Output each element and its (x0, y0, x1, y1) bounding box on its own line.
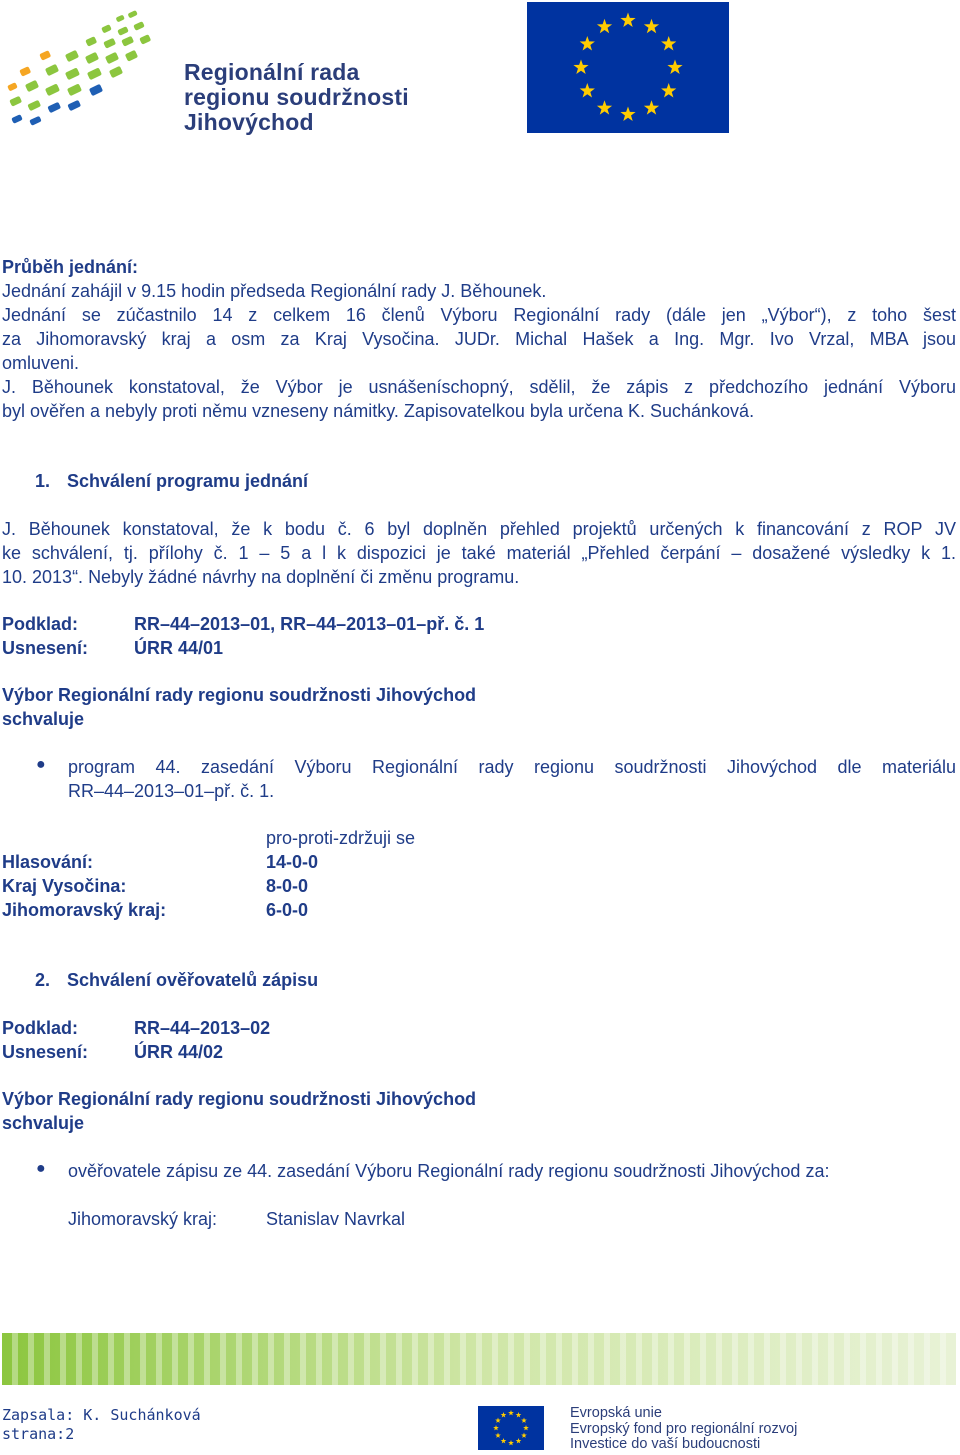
eu-star-icon (501, 1412, 507, 1417)
footer-zapsala: Zapsala: K. Suchánková (2, 1406, 201, 1424)
eu-star-icon (620, 107, 635, 121)
vote-label: Kraj Vysočina: (2, 876, 127, 896)
eu-star-icon (580, 83, 595, 97)
band-stripe (236, 1333, 242, 1385)
section1-text-line1: J. Běhounek konstatoval, že k bodu č. 6 byl doplněn přehled projektů určených k financování z ROP JV (2, 519, 956, 539)
section2-region-label: Jihomoravský kraj: (68, 1209, 218, 1229)
band-stripe (700, 1333, 706, 1385)
eu-star-icon (573, 60, 588, 74)
band-stripe (108, 1333, 114, 1385)
band-stripe (44, 1333, 50, 1385)
intro-para1-line1: Jednání se zúčastnilo 14 z celkem 16 členů Výboru Regionální rady (dále jen „Výbor“), z toho šest (2, 305, 956, 325)
band-stripe (220, 1333, 226, 1385)
band-stripe (764, 1333, 770, 1385)
intro-para1-line3: omluveni. (2, 353, 80, 373)
eu-star-icon (521, 1418, 527, 1423)
bullet-icon: ● (36, 756, 46, 773)
band-stripe (348, 1333, 354, 1385)
intro-para2-line1: J. Běhounek konstatoval, že Výbor je usnášeníschopný, sdělil, že zápis z předchozího jednání Výboru (2, 377, 956, 397)
vote-header: pro-proti-zdržuji se (266, 828, 416, 848)
section1-bullet-line2: RR–44–2013–01–př. č. 1. (68, 781, 275, 801)
band-stripe (12, 1333, 18, 1385)
intro-para2-line2: byl ověřen a nebyly proti němu vzneseny námitky. Zapisovatelkou byla určena K. Suchánková. (2, 401, 755, 421)
section1-podklad-value: RR–44–2013–01, RR–44–2013–01–př. č. 1 (134, 614, 485, 634)
band-stripe (444, 1333, 450, 1385)
band-stripe (732, 1333, 738, 1385)
section1-bullet-line1: program 44. zasedání Výboru Regionální rady regionu soudržnosti Jihovýchod dle materiálu (68, 757, 956, 777)
intro-heading: Průběh jednání: (2, 257, 139, 277)
band-stripe (476, 1333, 482, 1385)
section2-usneseni-value: ÚRR 44/02 (134, 1042, 224, 1062)
band-stripe (780, 1333, 786, 1385)
band-stripe (396, 1333, 402, 1385)
eu-star-icon (501, 1438, 507, 1443)
band-stripe (588, 1333, 594, 1385)
band-stripe (188, 1333, 194, 1385)
intro-para1-line2: za Jihomoravský kraj a osm za Kraj Vysočina. JUDr. Michal Hašek a Ing. Mgr. Ivo Vrzal, MBA jsou (2, 329, 956, 349)
eu-star-icon (495, 1433, 501, 1438)
footer-eu-stars-icon (478, 1406, 544, 1450)
band-stripe (412, 1333, 418, 1385)
footer-author (2, 1406, 201, 1444)
section2-podklad-value: RR–44–2013–02 (134, 1018, 271, 1038)
section1-usneseni-label: Usnesení: (2, 638, 89, 658)
band-stripe (620, 1333, 626, 1385)
logo-wordmark (184, 60, 409, 135)
band-stripe (748, 1333, 754, 1385)
vote-value: 14-0-0 (266, 852, 319, 872)
band-stripe (908, 1333, 914, 1385)
eu-star-icon (661, 83, 676, 97)
band-stripe (572, 1333, 578, 1385)
intro-line: Jednání zahájil v 9.15 hodin předseda Regionální rady J. Běhounek. (2, 281, 547, 301)
band-stripe (492, 1333, 498, 1385)
eu-star-icon (516, 1412, 522, 1417)
eu-star-icon (523, 1425, 529, 1430)
eu-star-icon (661, 36, 676, 50)
band-stripe (684, 1333, 690, 1385)
eu-star-icon (644, 100, 659, 114)
band-stripe (860, 1333, 866, 1385)
section1-text-line2: ke schválení, tj. přílohy č. 1 – 5 a l k dispozici je také materiál „Přehled čerpání – dosažené výsledky k 1. (2, 543, 956, 563)
band-stripe (92, 1333, 98, 1385)
section2-title: Schválení ověřovatelů zápisu (67, 970, 319, 990)
section2-usneseni-label: Usnesení: (2, 1042, 89, 1062)
band-stripe (460, 1333, 466, 1385)
footer-eu-flag-icon (478, 1406, 544, 1450)
eu-star-icon (495, 1418, 501, 1423)
footer-band-icon (2, 1333, 956, 1385)
band-stripe (508, 1333, 514, 1385)
section2-verb: schvaluje (2, 1113, 85, 1133)
band-stripe (204, 1333, 210, 1385)
logo-line-2: regionu soudržnosti (184, 84, 409, 110)
band-stripe (668, 1333, 674, 1385)
vote-value: 6-0-0 (266, 900, 309, 920)
band-stripe (284, 1333, 290, 1385)
eu-star-icon (667, 60, 682, 74)
eu-flag-icon (527, 2, 729, 133)
band-stripe (76, 1333, 82, 1385)
band-stripe (124, 1333, 130, 1385)
section2-committee: Výbor Regionální rady regionu soudržnosti Jihovýchod (2, 1089, 477, 1109)
band-stripe (524, 1333, 530, 1385)
band-stripe (876, 1333, 882, 1385)
eu-star-icon (508, 1410, 514, 1415)
section1-text-line3: 10. 2013“. Nebyly žádné návrhy na doplnění či změnu programu. (2, 567, 520, 587)
band-stripe (332, 1333, 338, 1385)
logo-line-1: Regionální rada (184, 59, 360, 85)
band-stripe (652, 1333, 658, 1385)
section2-bullet: ověřovatele zápisu ze 44. zasedání Výboru Regionální rady regionu soudržnosti Jihovýchod za: (68, 1161, 830, 1181)
footer-page-number: strana:2 (2, 1425, 75, 1443)
eu-star-icon (521, 1433, 527, 1438)
band-stripe (364, 1333, 370, 1385)
logo-swoosh-icon (6, 8, 186, 138)
eu-star-icon (597, 19, 612, 33)
band-stripe (300, 1333, 306, 1385)
section1-usneseni-value: ÚRR 44/01 (134, 638, 224, 658)
eu-star-icon (493, 1425, 499, 1430)
eu-star-icon (580, 36, 595, 50)
band-stripe (556, 1333, 562, 1385)
band-stripe (796, 1333, 802, 1385)
vote-value: 8-0-0 (266, 876, 309, 896)
band-stripe (316, 1333, 322, 1385)
band-stripe (268, 1333, 274, 1385)
band-stripe (60, 1333, 66, 1385)
footer-eu-line-3: Investice do vaší budoucnosti (570, 1436, 761, 1452)
band-stripe (716, 1333, 722, 1385)
band-stripe (156, 1333, 162, 1385)
band-stripe (28, 1333, 34, 1385)
eu-star-icon (508, 1440, 514, 1445)
eu-star-icon (516, 1438, 522, 1443)
vote-label: Hlasování: (2, 852, 94, 872)
band-stripe (252, 1333, 258, 1385)
eu-stars-icon (527, 2, 729, 133)
section2-podklad-label: Podklad: (2, 1018, 79, 1038)
section2-number: 2. (35, 970, 51, 990)
footer-eu-line-2: Evropský fond pro regionální rozvoj (570, 1420, 798, 1437)
eu-star-icon (644, 19, 659, 33)
eu-star-icon (597, 100, 612, 114)
band-stripe (380, 1333, 386, 1385)
section1-podklad-label: Podklad: (2, 614, 79, 634)
section1-verb: schvaluje (2, 709, 85, 729)
band-stripe (844, 1333, 850, 1385)
band-stripe (604, 1333, 610, 1385)
section1-title: Schválení programu jednání (67, 471, 309, 491)
band-stripe (140, 1333, 146, 1385)
section1-committee: Výbor Regionální rady regionu soudržnosti Jihovýchod (2, 685, 477, 705)
section2-region-value: Stanislav Navrkal (266, 1209, 406, 1229)
band-stripe (812, 1333, 818, 1385)
band-stripe (428, 1333, 434, 1385)
footer-eu-caption (570, 1406, 797, 1453)
band-stripe (636, 1333, 642, 1385)
band-stripe (892, 1333, 898, 1385)
bullet-icon: ● (36, 1160, 46, 1177)
band-stripe (828, 1333, 834, 1385)
band-stripe (940, 1333, 946, 1385)
vote-label: Jihomoravský kraj: (2, 900, 167, 920)
band-stripe (924, 1333, 930, 1385)
band-stripe (540, 1333, 546, 1385)
eu-star-icon (620, 13, 635, 27)
footer-eu-line-1: Evropská unie (570, 1405, 662, 1421)
logo-line-3: Jihovýchod (184, 109, 314, 135)
section1-number: 1. (35, 471, 51, 491)
band-stripe (172, 1333, 178, 1385)
